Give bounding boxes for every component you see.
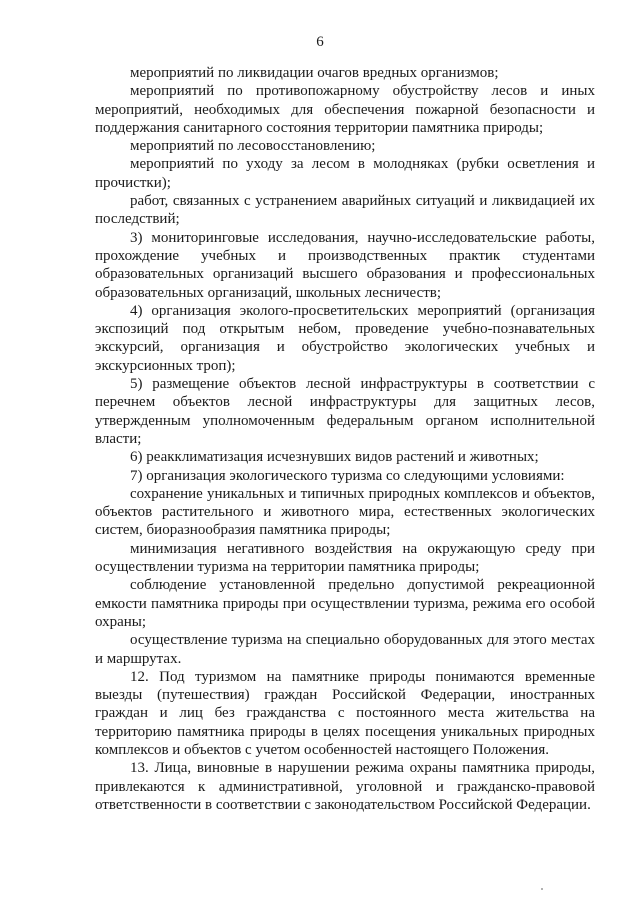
paragraph: 7) организация экологического туризма со следующими условиями: bbox=[130, 467, 565, 484]
paragraph: 3) мониторинговые исследования, научно-исследовательские работы, прохождение учебных и производственных практик студентами образовательных организаций высшего образования и профессиональных образовательных организаций, школьных лесничеств; bbox=[95, 229, 595, 301]
scan-artifact bbox=[541, 888, 543, 890]
paragraph: 6) реакклиматизация исчезнувших видов растений и животных; bbox=[130, 449, 539, 466]
paragraph: мероприятий по лесовосстановлению; bbox=[130, 138, 376, 155]
page-number: 6 bbox=[316, 34, 324, 50]
paragraph: работ, связанных с устранением аварийных ситуаций и ликвидацией их последствий; bbox=[95, 193, 595, 228]
paragraph: мероприятий по противопожарному обустройству лесов и иных мероприятий, необходимых для обеспечения пожарной безопасности и поддержания санитарного состояния территории памятника природы; bbox=[95, 83, 595, 136]
paragraph: мероприятий по уходу за лесом в молодняках (рубки осветления и прочистки); bbox=[95, 156, 595, 191]
paragraph: мероприятий по ликвидации очагов вредных организмов; bbox=[130, 65, 499, 81]
document-body bbox=[95, 64, 595, 814]
paragraph: осуществление туризма на специально оборудованных для этого местах и маршрутах. bbox=[95, 632, 595, 667]
paragraph: 4) организация эколого-просветительских мероприятий (организация экспозиций под открытым небом, проведение учебно-познавательных экскурсий, организация и обустройство экологических учебных и экскурсионных троп); bbox=[95, 302, 595, 374]
paragraph: сохранение уникальных и типичных природных комплексов и объектов, объектов растительного и животного мира, естественных экологических систем, биоразнообразия памятника природы; bbox=[95, 485, 595, 539]
paragraph: минимизация негативного воздействия на окружающую среду при осуществлении туризма на территории памятника природы; bbox=[95, 540, 595, 576]
paragraph: 12. Под туризмом на памятнике природы понимаются временные выезды (путешествия) граждан Российской Федерации, иностранных граждан и лиц без гражданства с постоянного места жительства на территорию памятника природы в целях посещения уникальных природных комплексов и объектов с учетом особенностей настоящего Положения. bbox=[95, 668, 595, 758]
paragraph: 13. Лица, виновные в нарушении режима охраны памятника природы, привлекаются к административной, уголовной и гражданско-правовой ответственности в соответствии с законодательством Российской Федерации. bbox=[95, 760, 595, 813]
paragraph: соблюдение установленной предельно допустимой рекреационной емкости памятника природы при осуществлении туризма, режима его особой охраны; bbox=[95, 577, 595, 630]
paragraph: 5) размещение объектов лесной инфраструктуры в соответствии с перечнем объектов лесной инфраструктуры для защитных лесов, утвержденным уполномоченным федеральным органом исполнительной власти; bbox=[95, 376, 595, 447]
